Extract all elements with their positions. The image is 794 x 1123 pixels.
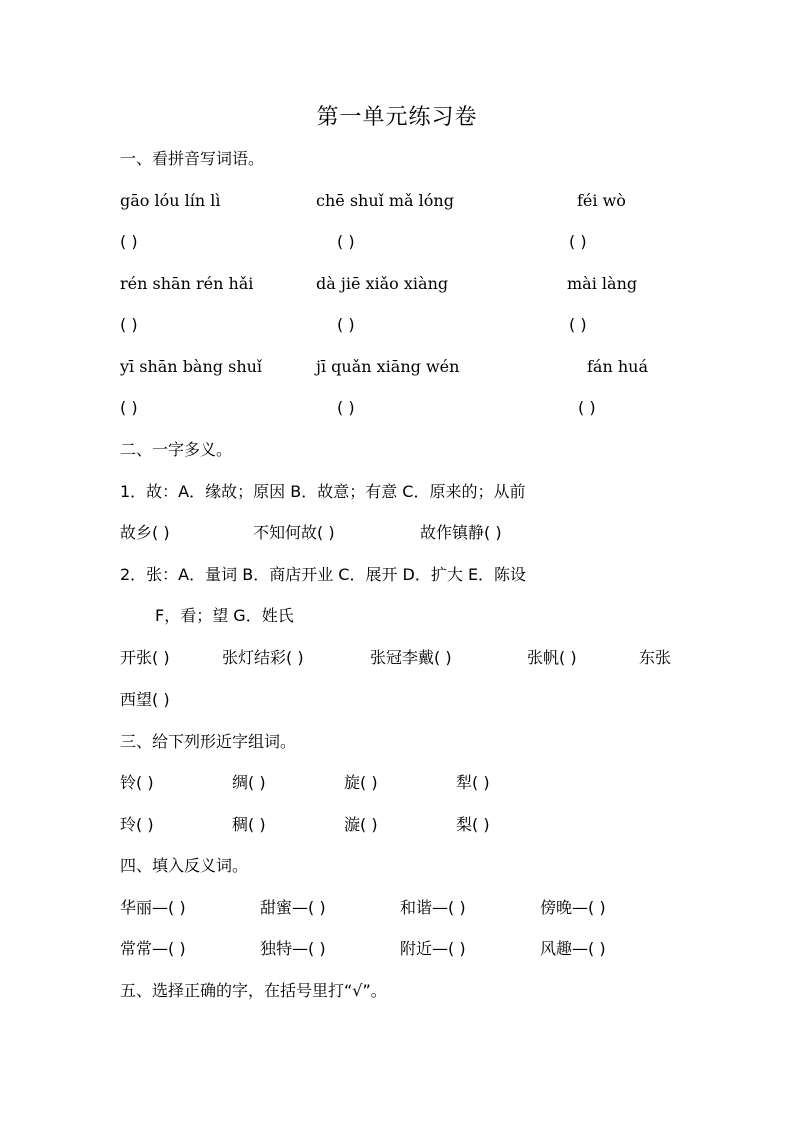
answer-blank[interactable]: ( )	[337, 232, 355, 251]
answer-blank[interactable]: ( )	[578, 398, 596, 417]
fill-item: 东张	[639, 648, 672, 667]
fill-item[interactable]: 漩( )	[344, 815, 378, 834]
fill-item[interactable]: 玲( )	[120, 815, 154, 834]
fill-item[interactable]: 张灯结彩( )	[222, 648, 304, 667]
question-2-definition: 2．张：A．量词 B．商店开业 C．展开 D．扩大 E．陈设	[120, 565, 527, 584]
fill-item[interactable]: 傍晚—( )	[540, 898, 606, 917]
answer-blank[interactable]: ( )	[120, 232, 138, 251]
answer-blank[interactable]: ( )	[120, 315, 138, 334]
fill-item[interactable]: 故乡( )	[120, 523, 170, 542]
pinyin-item: féi wò	[577, 191, 626, 210]
question-2-definition-cont: F，看；望 G．姓氏	[155, 606, 294, 625]
answer-blank[interactable]: ( )	[337, 398, 355, 417]
section2-heading: 二、一字多义。	[120, 440, 233, 459]
pinyin-item: chē shuǐ mǎ lóng	[316, 191, 454, 210]
fill-item[interactable]: 张帆( )	[527, 648, 577, 667]
fill-item[interactable]: 独特—( )	[260, 939, 326, 958]
fill-item[interactable]: 风趣—( )	[540, 939, 606, 958]
fill-item[interactable]: 张冠李戴( )	[370, 648, 452, 667]
section4-heading: 四、填入反义词。	[120, 856, 249, 875]
answer-blank[interactable]: ( )	[569, 232, 587, 251]
fill-item[interactable]: 稠( )	[232, 815, 266, 834]
pinyin-item: dà jiē xiǎo xiàng	[316, 274, 449, 293]
answer-blank[interactable]: ( )	[337, 315, 355, 334]
pinyin-item: mài làng	[567, 274, 638, 293]
fill-item[interactable]: 故作镇静( )	[420, 523, 502, 542]
answer-blank[interactable]: ( )	[120, 398, 138, 417]
section3-heading: 三、给下列形近字组词。	[120, 732, 297, 751]
fill-item[interactable]: 附近—( )	[400, 939, 466, 958]
question-1-definition: 1．故：A．缘故；原因 B．故意；有意 C．原来的；从前	[120, 482, 526, 501]
pinyin-item: fán huá	[587, 357, 648, 376]
pinyin-item: gāo lóu lín lì	[120, 191, 221, 210]
fill-item[interactable]: 西望( )	[120, 690, 170, 709]
fill-item[interactable]: 铃( )	[120, 773, 154, 792]
fill-item[interactable]: 不知何故( )	[253, 523, 335, 542]
pinyin-item: yī shān bàng shuǐ	[120, 357, 263, 376]
section1-heading: 一、看拼音写词语。	[120, 149, 265, 168]
fill-item[interactable]: 和谐—( )	[400, 898, 466, 917]
pinyin-item: rén shān rén hǎi	[120, 274, 254, 293]
pinyin-item: jī quǎn xiāng wén	[316, 357, 460, 376]
fill-item[interactable]: 甜蜜—( )	[260, 898, 326, 917]
fill-item[interactable]: 犁( )	[456, 773, 490, 792]
fill-item[interactable]: 绸( )	[232, 773, 266, 792]
fill-item[interactable]: 旋( )	[344, 773, 378, 792]
fill-item[interactable]: 开张( )	[120, 648, 170, 667]
answer-blank[interactable]: ( )	[569, 315, 587, 334]
fill-item[interactable]: 梨( )	[456, 815, 490, 834]
section5-heading: 五、选择正确的字，在括号里打“√”。	[120, 981, 387, 1000]
fill-item[interactable]: 常常—( )	[120, 939, 186, 958]
fill-item[interactable]: 华丽—( )	[120, 898, 186, 917]
page-title: 第一单元练习卷	[316, 105, 478, 130]
